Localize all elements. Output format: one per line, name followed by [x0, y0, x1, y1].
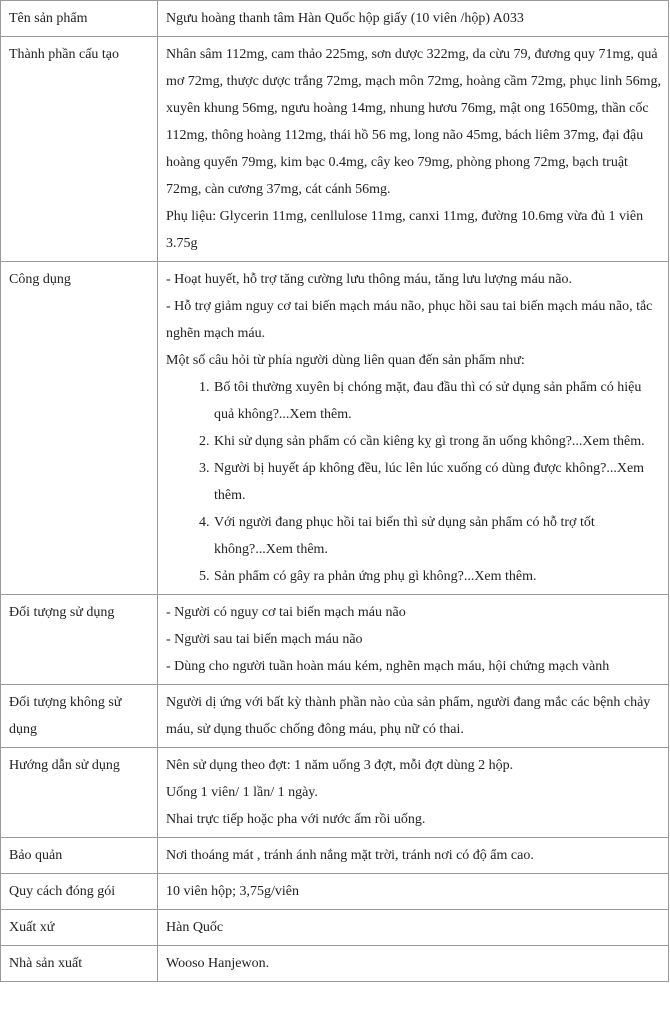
value-uses	[158, 262, 669, 595]
target-users-line: - Dùng cho người tuần hoàn máu kém, nghẽn mạch máu, hội chứng mạch vành	[166, 659, 610, 674]
question-item[interactable]	[213, 563, 662, 590]
label-ingredients: Thành phần cấu tạo	[1, 37, 158, 262]
label-not-for: Đối tượng không sử dụng	[1, 685, 158, 748]
question-text[interactable]: 4. Với người đang phục hồi tai biến thì sử dụng sản phẩm có hỗ trợ tốt không?...Xem thêm.	[214, 515, 595, 557]
directions-line: Nên sử dụng theo đợt: 1 năm uống 3 đợt, mỗi đợt dùng 2 hộp.	[166, 758, 514, 773]
question-item[interactable]	[213, 374, 662, 428]
value-not-for: Người dị ứng với bất kỳ thành phần nào của sản phẩm, người đang mắc các bệnh chảy máu, sử dụng thuốc chống đông máu, phụ nữ có thai.	[158, 685, 669, 748]
value-manufacturer: Wooso Hanjewon.	[158, 946, 669, 982]
value-ingredients	[158, 37, 669, 262]
value-target-users	[158, 595, 669, 685]
user-questions-list	[166, 374, 662, 590]
label-storage: Bảo quản	[1, 838, 158, 874]
question-item[interactable]	[213, 428, 662, 455]
row-product-name	[1, 1, 669, 37]
question-text[interactable]: 3. Người bị huyết áp không đều, lúc lên lúc xuống có dùng được không?...Xem thêm.	[214, 461, 645, 503]
directions-line: Uống 1 viên/ 1 lần/ 1 ngày.	[166, 785, 318, 800]
target-users-line: - Người có nguy cơ tai biến mạch máu não	[166, 605, 406, 620]
value-origin: Hàn Quốc	[158, 910, 669, 946]
row-target-users	[1, 595, 669, 685]
directions-line: Nhai trực tiếp hoặc pha với nước ấm rồi uống.	[166, 812, 426, 827]
uses-questions-intro: Một số câu hỏi từ phía người dùng liên quan đến sản phẩm như:	[166, 353, 525, 368]
question-item[interactable]	[213, 509, 662, 563]
value-product-name: Ngưu hoàng thanh tâm Hàn Quốc hộp giấy (10 viên /hộp) A033	[158, 1, 669, 37]
question-text[interactable]: 5. Sản phẩm có gây ra phản ứng phụ gì không?...Xem thêm.	[214, 569, 537, 584]
uses-line: - Hỗ trợ giảm nguy cơ tai biến mạch máu não, phục hồi sau tai biến mạch máu não, tắc nghẽn mạch máu.	[166, 299, 653, 341]
label-origin: Xuất xứ	[1, 910, 158, 946]
value-directions	[158, 748, 669, 838]
question-item[interactable]	[213, 455, 662, 509]
row-uses	[1, 262, 669, 595]
label-target-users: Đối tượng sử dụng	[1, 595, 158, 685]
question-text[interactable]: 2. Khi sử dụng sản phẩm có cần kiêng kỵ gì trong ăn uống không?...Xem thêm.	[214, 434, 645, 449]
row-directions	[1, 748, 669, 838]
value-packaging: 10 viên hộp; 3,75g/viên	[158, 874, 669, 910]
label-manufacturer: Nhà sản xuất	[1, 946, 158, 982]
ingredients-main: Nhân sâm 112mg, cam thảo 225mg, sơn dược 322mg, da cừu 79, đương quy 71mg, quả mơ 72mg, thược dược trắng 72mg, mạch môn 72mg, hoàng cầm 72mg, phục linh 56mg, xuyên khung 56mg, ngưu hoàng 14mg, nhung hươu 76mg, mật ong 1650mg, thần cốc 112mg, thông hoàng 112mg, thái hồ 56 mg, long não 45mg, bách liêm 37mg, đại đậu hoàng quyển 79mg, kim bạc 0.4mg, cây keo 79mg, phòng phong 72mg, bạch truật 72mg, càn cương 37mg, cát cánh 56mg.	[166, 47, 662, 197]
row-storage	[1, 838, 669, 874]
uses-line: - Hoạt huyết, hỗ trợ tăng cường lưu thông máu, tăng lưu lượng máu não.	[166, 272, 572, 287]
row-packaging	[1, 874, 669, 910]
row-manufacturer	[1, 946, 669, 982]
label-packaging: Quy cách đóng gói	[1, 874, 158, 910]
row-not-for	[1, 685, 669, 748]
row-ingredients	[1, 37, 669, 262]
label-directions: Hướng dẫn sử dụng	[1, 748, 158, 838]
target-users-line: - Người sau tai biến mạch máu não	[166, 632, 363, 647]
question-text[interactable]: 1. Bố tôi thường xuyên bị chóng mặt, đau đầu thì có sử dụng sản phẩm có hiệu quả không?...Xem thêm.	[214, 380, 642, 422]
ingredients-excipients: Phụ liệu: Glycerin 11mg, cenllulose 11mg, canxi 11mg, đường 10.6mg vừa đủ 1 viên 3.75g	[166, 209, 644, 251]
row-origin	[1, 910, 669, 946]
label-uses: Công dụng	[1, 262, 158, 595]
value-storage: Nơi thoáng mát , tránh ánh nắng mặt trời, tránh nơi có độ ẩm cao.	[158, 838, 669, 874]
label-product-name: Tên sản phẩm	[1, 1, 158, 37]
